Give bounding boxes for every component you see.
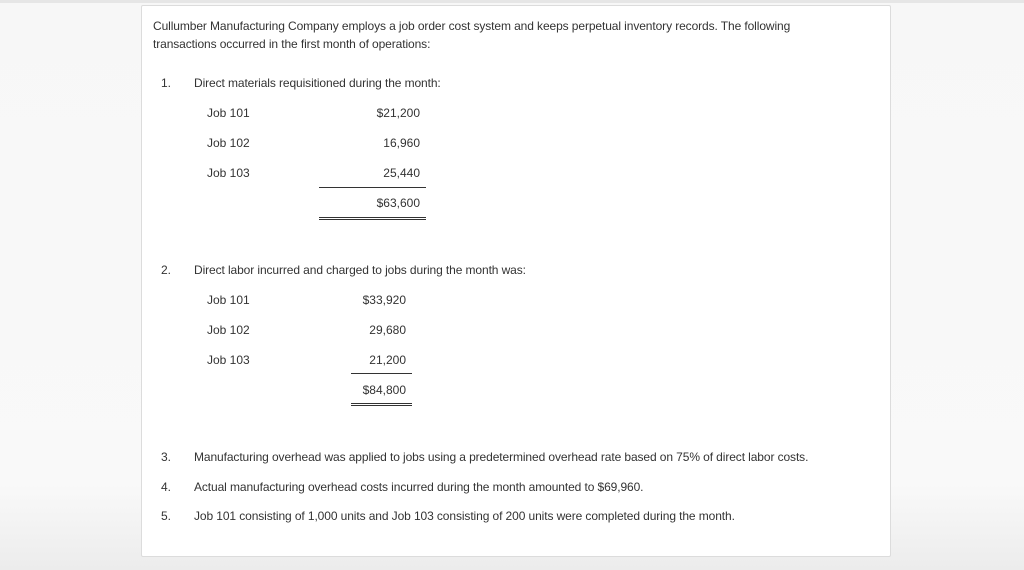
total-amount: $84,800: [362, 383, 406, 397]
row-label: Job 101: [207, 293, 250, 307]
row-label: Job 103: [207, 353, 250, 367]
row-amount: $21,200: [376, 106, 420, 120]
intro-paragraph: Cullumber Manufacturing Company employs a job order cost system and keeps perpetual inventory records. The following transactions occurred in the first month of operations:: [153, 19, 791, 51]
row-label: Job 101: [207, 106, 250, 120]
row-amount: 29,680: [369, 323, 406, 337]
item-number: 4.: [161, 480, 172, 494]
top-border: [0, 0, 1024, 3]
row-amount: 16,960: [383, 136, 420, 150]
problem-card: [141, 5, 891, 557]
total-double-rule: [319, 217, 426, 220]
item-text: Actual manufacturing overhead costs incurred during the month amounted to $69,960.: [194, 480, 644, 494]
row-label: Job 102: [207, 323, 250, 337]
item-number: 5.: [161, 509, 172, 523]
item-text: Manufacturing overhead was applied to jobs using a predetermined overhead rate based on 75% of direct labor costs.: [194, 450, 809, 464]
item-number: 1.: [161, 76, 172, 90]
item-text: Direct labor incurred and charged to jobs during the month was:: [194, 263, 526, 277]
row-amount: 25,440: [383, 166, 420, 180]
row-label: Job 103: [207, 166, 250, 180]
item-text: Direct materials requisitioned during the month:: [194, 76, 441, 90]
row-amount: 21,200: [369, 353, 406, 367]
item-number: 3.: [161, 450, 172, 464]
total-double-rule: [351, 403, 412, 406]
total-amount: $63,600: [376, 196, 420, 210]
row-amount: $33,920: [362, 293, 406, 307]
row-label: Job 102: [207, 136, 250, 150]
subtotal-rule: [351, 373, 412, 374]
item-text: Job 101 consisting of 1,000 units and Job 103 consisting of 200 units were completed during the month.: [194, 509, 735, 523]
item-number: 2.: [161, 263, 172, 277]
subtotal-rule: [319, 187, 426, 188]
